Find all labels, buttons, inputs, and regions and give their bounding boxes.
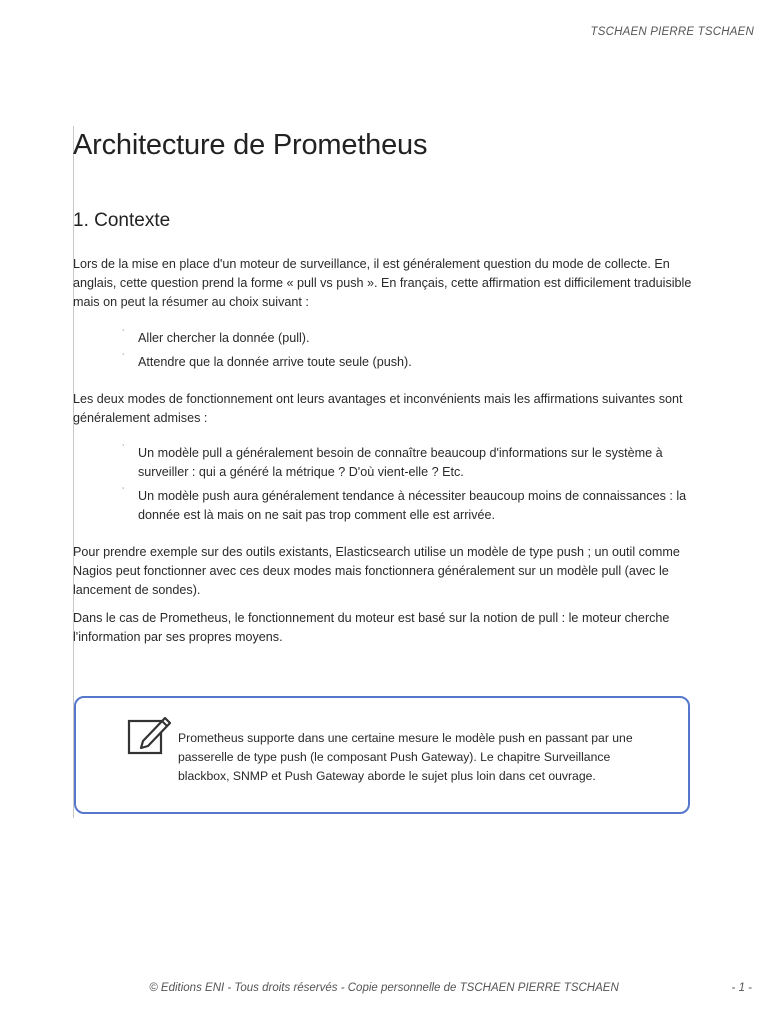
note-text: Prometheus supporte dans une certaine mesure le modèle push en passant par une passerelle de type push (le composant Push Gateway). Le chapitre Surveillance blackbox, SNMP et Push Gateway aborde le sujet plus loin dans cet ouvrage.	[178, 731, 633, 783]
list-item-text: Un modèle pull a généralement besoin de connaître beaucoup d'informations sur le système à surveiller : qui a généré la métrique ? D'où vient-elle ? Etc.	[138, 446, 663, 479]
page-number: - 1 -	[731, 982, 752, 994]
footer-copyright: © Editions ENI - Tous droits réservés - Copie personnelle de TSCHAEN PIERRE TSCHAEN	[149, 982, 619, 994]
document-body	[73, 126, 698, 647]
bullet-marker: ˙	[122, 329, 126, 340]
list-item	[122, 487, 698, 525]
bullet-list-affirmations	[73, 444, 698, 525]
list-item	[122, 444, 698, 482]
note-box	[74, 696, 690, 814]
bullet-list-choices	[73, 329, 698, 372]
paragraph-prometheus: Dans le cas de Prometheus, le fonctionnement du moteur est basé sur la notion de pull : le moteur cherche l'information par ses propres moyens.	[73, 611, 670, 644]
note-edit-icon	[126, 712, 174, 756]
paragraph-modes: Les deux modes de fonctionnement ont leurs avantages et inconvénients mais les affirmations suivantes sont généralement admises :	[73, 392, 683, 425]
list-item	[122, 353, 698, 372]
section-heading: 1. Contexte	[73, 210, 171, 231]
paragraph-intro: Lors de la mise en place d'un moteur de surveillance, il est généralement question du mode de collecte. En anglais, cette question prend la forme « pull vs push ». En français, cette affirmation est difficilement traduisible mais on peut la résumer au choix suivant :	[73, 257, 692, 309]
list-item-text: Aller chercher la donnée (pull).	[138, 331, 310, 345]
page-title: Architecture de Prometheus	[73, 129, 428, 161]
bullet-marker: ˙	[122, 487, 126, 498]
bullet-marker: ˙	[122, 353, 126, 364]
paragraph-examples: Pour prendre exemple sur des outils existants, Elasticsearch utilise un modèle de type push ; un outil comme Nagios peut fonctionner avec ces deux modes mais fonctionnera généralement sur un modèle pull (avec le lancement de sondes).	[73, 545, 680, 597]
list-item-text: Attendre que la donnée arrive toute seule (push).	[138, 355, 412, 369]
header-author: TSCHAEN PIERRE TSCHAEN	[590, 26, 754, 38]
list-item	[122, 329, 698, 348]
list-item-text: Un modèle push aura généralement tendance à nécessiter beaucoup moins de connaissances : la donnée est là mais on ne sait pas trop comment elle est arrivée.	[138, 489, 687, 522]
bullet-marker: ˙	[122, 444, 126, 455]
